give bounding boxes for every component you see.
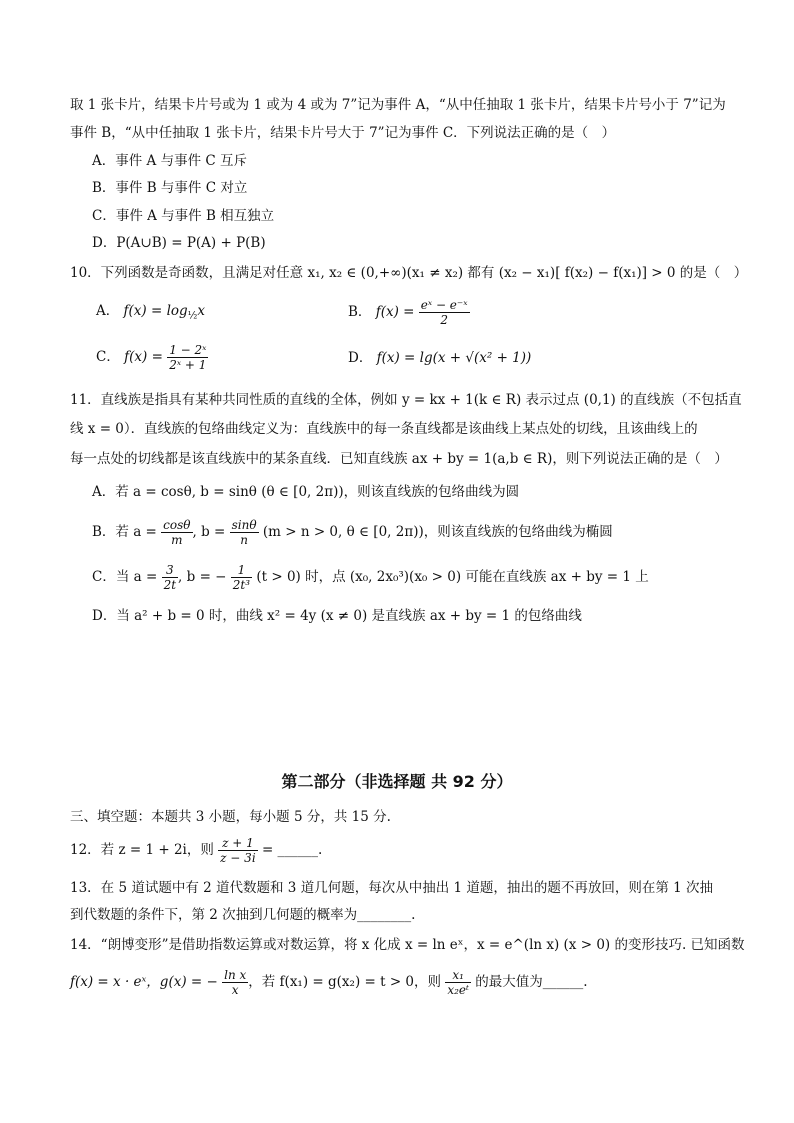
q10-option-c [96, 343, 208, 372]
q9-option-d: D．P(A∪B) = P(A) + P(B) [92, 235, 266, 251]
q9-option-a: A．事件 A 与事件 C 互斥 [92, 153, 247, 169]
option-label: D． [348, 350, 373, 366]
option-label: C． [96, 349, 120, 365]
q14-answer-blank: 的最大值为______. [475, 974, 588, 990]
q13-line2: 到代数题的条件下，第 2 次抽到几何题的概率为________. [70, 907, 416, 923]
q9-option-b: B．事件 B 与事件 C 对立 [92, 180, 248, 196]
q9-text-line1: 取 1 张卡片，结果卡片号或为 1 或为 4 或为 7”记为事件 A，“从中任抽取 1 张卡片，结果卡片号小于 7”记为 [70, 97, 726, 113]
denominator: 2ˣ + 1 [169, 358, 207, 372]
q12-prefix: 12．若 z = 1 + 2i，则 [70, 842, 214, 858]
q11-option-b [92, 518, 613, 547]
q10-stem: 10．下列函数是奇函数，且满足对任意 x₁, x₂ ∈ (0,+∞)(x₁ ≠ x₂) 都有 (x₂ − x₁)[ f(x₂) − f(x₁)] > 0 的是（ ） [70, 265, 748, 281]
denominator: m [171, 533, 183, 547]
q9-option-c: C．事件 A 与事件 B 相互独立 [92, 208, 275, 224]
option-formula: f(x) = [375, 304, 415, 320]
q11-option-d: D．当 a² + b = 0 时，曲线 x² = 4y (x ≠ 0) 是直线族 ax + by = 1 的包络曲线 [92, 608, 582, 624]
fraction [161, 518, 192, 547]
fraction [445, 968, 471, 997]
fraction [162, 563, 178, 592]
numerator: z + 1 [218, 836, 257, 851]
q12-answer-blank: = ______. [261, 842, 323, 858]
option-formula: f(x) = [124, 349, 163, 365]
numerator: cosθ [163, 518, 191, 532]
part-title: 第二部分（非选择题 共 92 分） [281, 772, 513, 791]
denominator: x₂eᵗ [447, 983, 469, 997]
q11-option-a: A．若 a = cosθ, b = sinθ (θ ∈ [0, 2π))，则该直线族的包络曲线为圆 [92, 484, 520, 500]
q11-stem-line2: 线 x = 0）．直线族的包络曲线定义为：直线族中的每一条直线都是该曲线上某点处的切线，且该曲线上的 [70, 421, 698, 437]
option-formula: f(x) = log [123, 303, 188, 319]
fraction [218, 836, 257, 865]
option-suffix: (m > n > 0, θ ∈ [0, 2π))，则该直线族的包络曲线为椭圆 [262, 524, 613, 540]
section-heading: 三、填空题：本题共 3 小题，每小题 5 分，共 15 分. [70, 809, 391, 825]
q13-line1: 13．在 5 道试题中有 2 道代数题和 3 道几何题，每次从中抽出 1 道题，抽出的题不再放回，则在第 1 次抽 [70, 880, 714, 896]
q10-option-b [348, 298, 470, 327]
denominator: 2t [163, 578, 177, 592]
log-base: ½ [187, 310, 198, 322]
q11-stem-line1: 11．直线族是指具有某种共同性质的直线的全体，例如 y = kx + 1(k ∈ R) 表示过点 (0,1) 的直线族（不包括直 [70, 392, 742, 408]
numerator: 1 − 2ˣ [169, 343, 207, 357]
denominator: 2t³ [232, 578, 251, 592]
option-prefix: C．当 a = [92, 569, 158, 585]
q12 [70, 836, 322, 865]
denominator: z − 3i [220, 851, 256, 865]
denominator: 2 [440, 313, 448, 327]
q9-text-line2: 事件 B，“从中任抽取 1 张卡片，结果卡片号大于 7”记为事件 C．下列说法正确的是（ ） [70, 125, 616, 141]
fraction [419, 298, 470, 327]
denominator: n [240, 533, 248, 547]
option-label: B． [348, 304, 372, 320]
q14-line1: 14．“朗博变形”是借助指数运算或对数运算，将 x 化成 x = ln eˣ，x = e^(ln x) (x > 0) 的变形技巧. 已知函数 [70, 937, 745, 953]
q14-prefix: f(x) = x · eˣ，g(x) = − [70, 974, 218, 990]
fraction [230, 518, 259, 547]
numerator: 3 [162, 563, 178, 578]
numerator: ln x [224, 968, 247, 982]
fraction [231, 563, 252, 592]
option-label: A． [96, 303, 120, 319]
q14-line2 [70, 968, 588, 997]
option-formula: f(x) = lg(x + √(x² + 1)) [376, 350, 532, 366]
option-middle: , b = − [178, 569, 227, 585]
q14-middle: ，若 f(x₁) = g(x₂) = t > 0，则 [248, 974, 442, 990]
fraction [167, 343, 208, 372]
option-formula-tail: x [197, 303, 205, 319]
numerator: 1 [231, 563, 252, 578]
denominator: x [231, 983, 239, 997]
option-prefix: B．若 a = [92, 524, 157, 540]
numerator: x₁ [445, 968, 471, 983]
option-suffix: (t > 0) 时，点 (x₀, 2x₀³)(x₀ > 0) 可能在直线族 ax + by = 1 上 [256, 569, 649, 585]
fraction [222, 968, 248, 997]
numerator: sinθ [231, 518, 257, 532]
q11-option-c [92, 563, 649, 592]
option-middle: , b = [192, 524, 226, 540]
numerator: eˣ − e⁻ˣ [420, 298, 468, 312]
q10-option-d [348, 347, 531, 369]
q11-stem-line3: 每一点处的切线都是该直线族中的某条直线．已知直线族 ax + by = 1(a,b ∈ R)，则下列说法正确的是（ ） [70, 451, 728, 467]
q10-option-a [96, 300, 205, 328]
